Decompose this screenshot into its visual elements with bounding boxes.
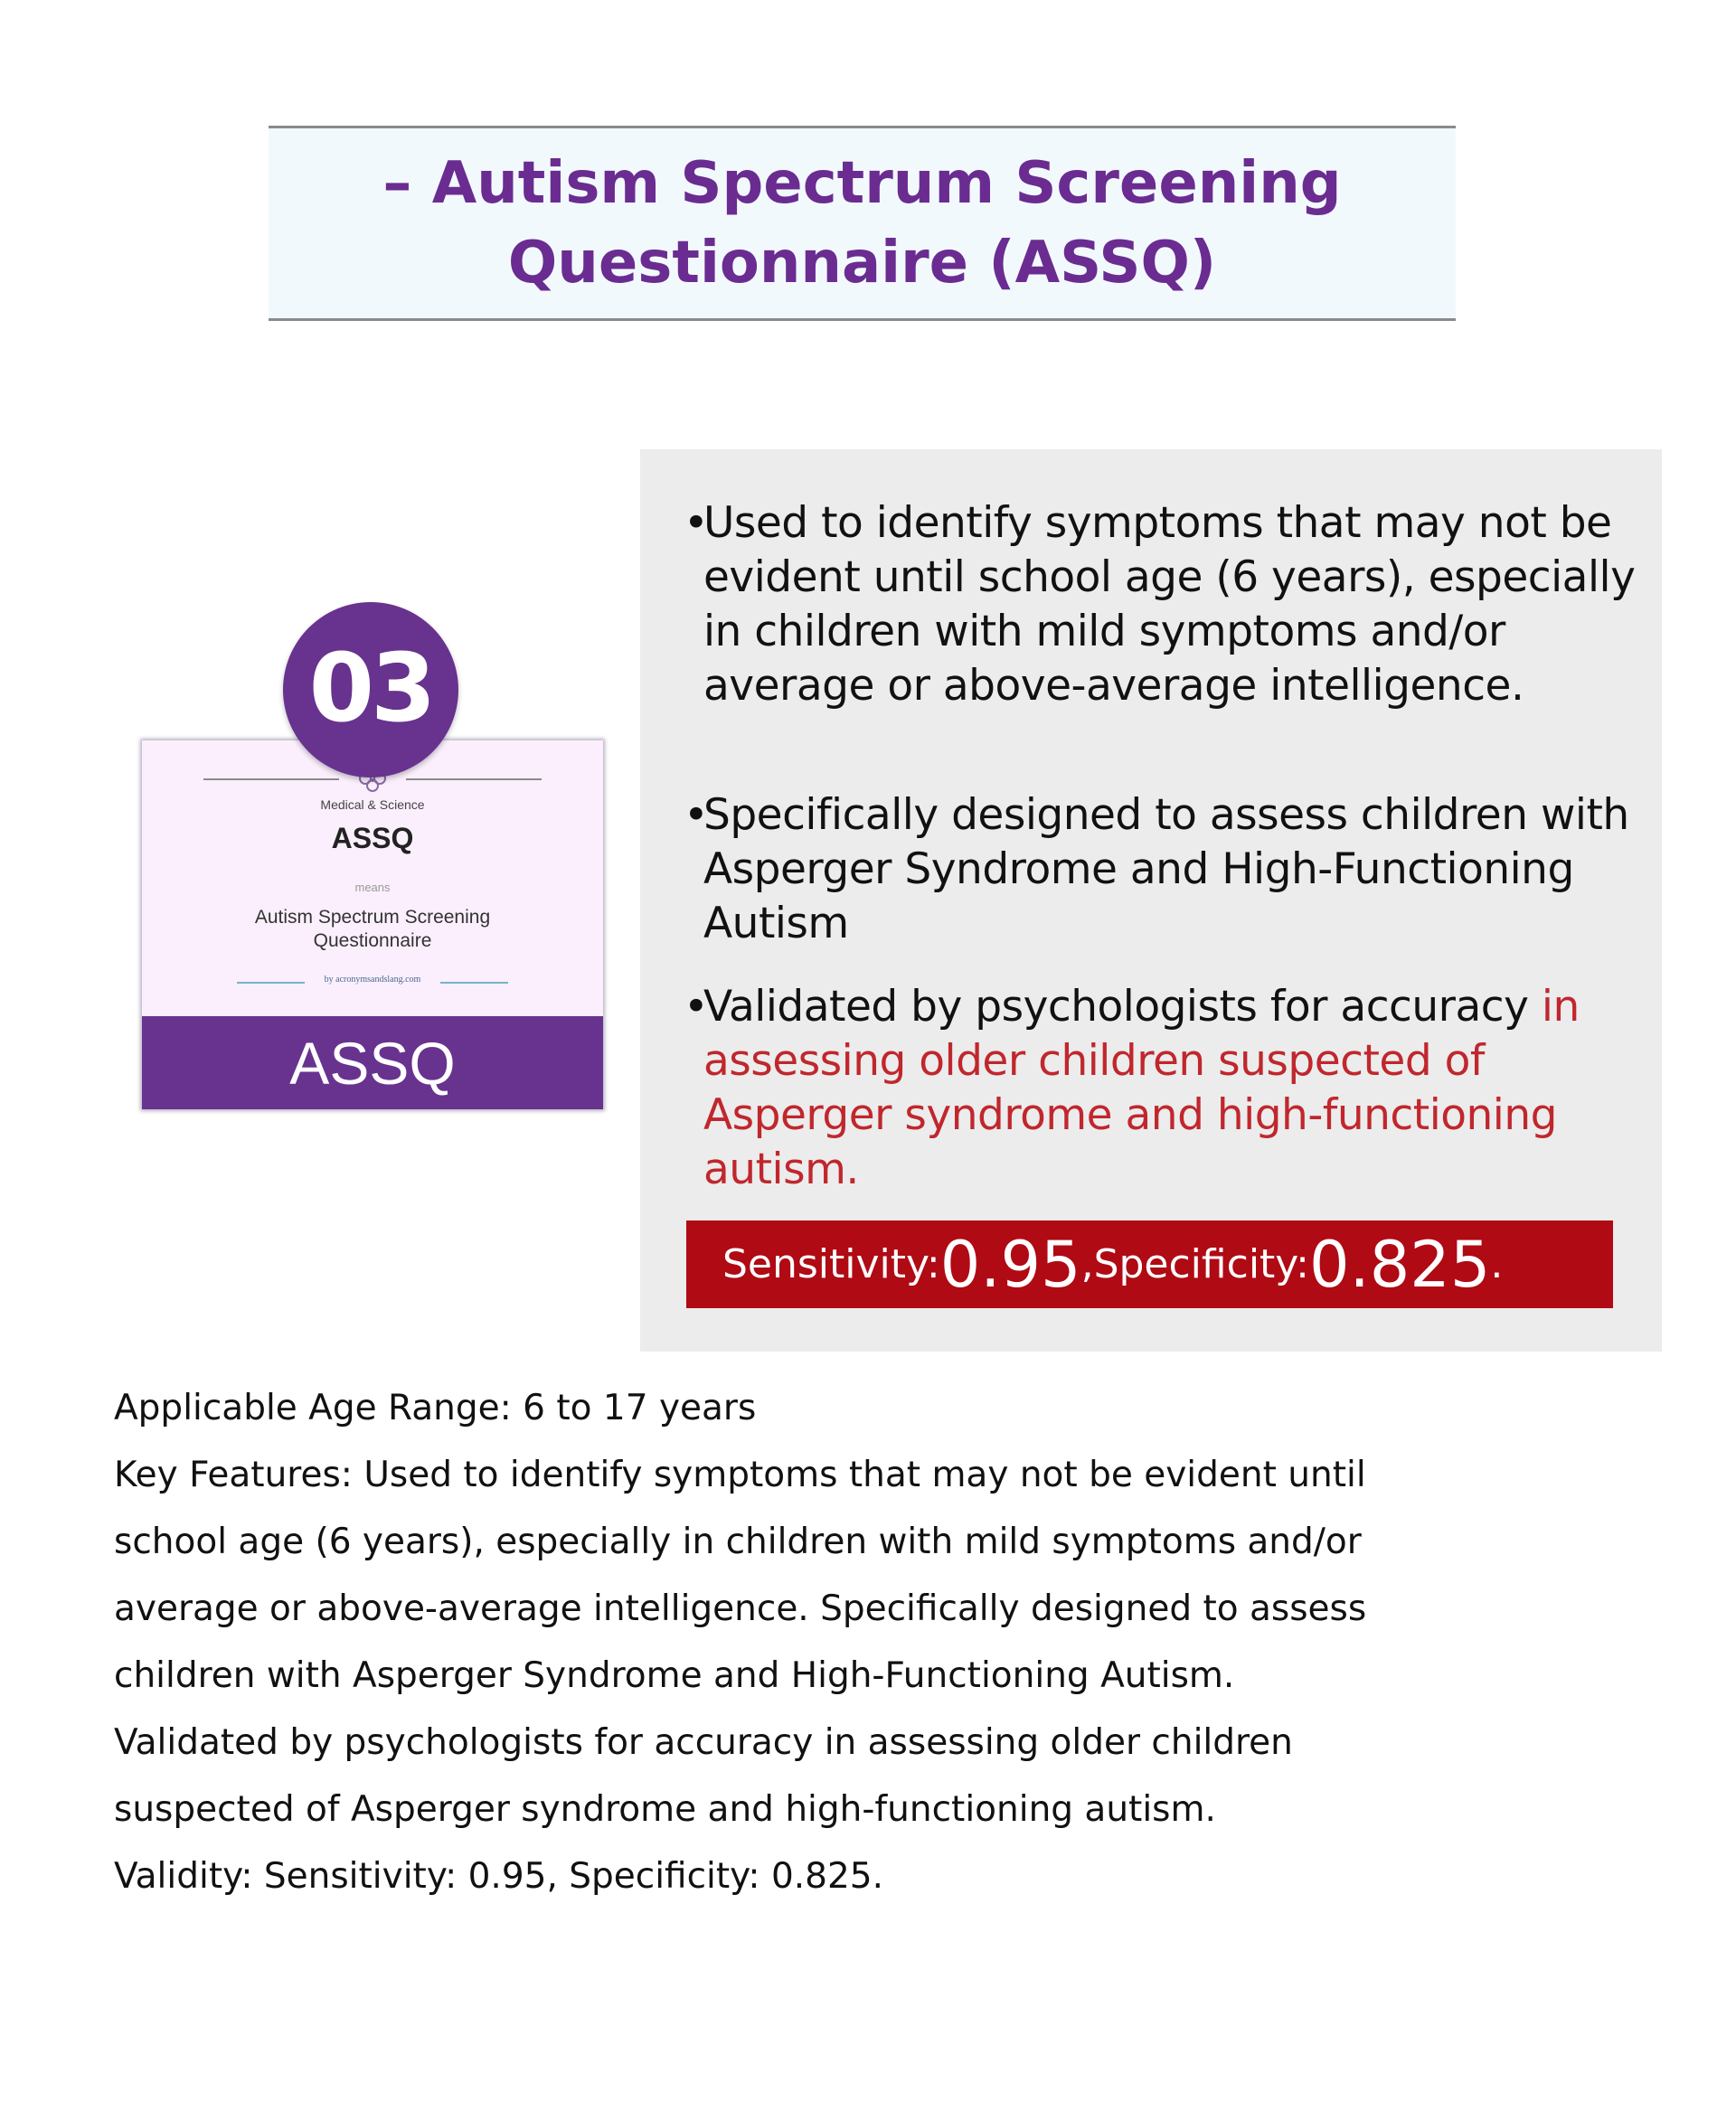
bullet-text: [684, 980, 1642, 1197]
info-line: Validated by psychologists for accuracy in assessing older children: [114, 1722, 1293, 1763]
bullet-dot-icon: •: [684, 498, 709, 548]
summary-panel: [640, 449, 1662, 1352]
info-line: average or above-average intelligence. Specifically designed to assess: [114, 1588, 1367, 1629]
card-source: by acronymsandslang.com: [324, 975, 421, 985]
card-full-name-line-1: Autism Spectrum Screening: [254, 907, 491, 928]
card-band-label: ASSQ: [289, 1029, 456, 1097]
card-band: [142, 1016, 603, 1109]
section-number-badge: [283, 602, 458, 777]
bullet-text-plain: Validated by psychologists for accuracy: [703, 982, 1542, 1032]
card-means-label: means: [354, 881, 391, 894]
page-title-line-2: Questionnaire (ASSQ): [507, 230, 1217, 297]
stats-end: .: [1490, 1241, 1504, 1287]
info-line: suspected of Asperger syndrome and high-functioning autism.: [114, 1789, 1216, 1830]
card-body: [142, 740, 603, 1016]
sensitivity-label: Sensitivity:: [722, 1241, 940, 1287]
bullet-item: [684, 496, 1642, 713]
bullet-text: Specifically designed to assess children with Asperger Syndrome and High-Functioning Autism: [703, 790, 1629, 948]
card-abbreviation: ASSQ: [331, 822, 414, 854]
specificity-value: 0.825: [1308, 1227, 1491, 1302]
info-text-block: [114, 1375, 1669, 1910]
validity-stats-bar: [686, 1220, 1613, 1308]
bullet-dot-icon: •: [684, 790, 709, 840]
assq-acronym-card: [142, 740, 603, 1109]
card-category: Medical & Science: [320, 797, 425, 812]
bullet-item: [684, 980, 1642, 1197]
section-number: 03: [308, 633, 433, 743]
title-banner: [269, 126, 1456, 321]
page-title-line-1: – Autism Spectrum Screening: [382, 150, 1342, 217]
sensitivity-value: 0.95: [939, 1227, 1081, 1302]
bullet-item: [684, 788, 1642, 951]
info-line: Key Features: Used to identify symptoms that may not be evident until: [114, 1455, 1366, 1495]
info-line: school age (6 years), especially in children with mild symptoms and/or: [114, 1522, 1362, 1562]
card-full-name: [142, 906, 603, 953]
card-divider-left: [203, 778, 339, 780]
info-line: Validity: Sensitivity: 0.95, Specificity: 0.825.: [114, 1856, 883, 1897]
bullet-dot-icon: •: [684, 982, 709, 1032]
card-full-name-line-2: Questionnaire: [313, 930, 432, 951]
info-line: Applicable Age Range: 6 to 17 years: [114, 1388, 757, 1428]
stats-separator: ,: [1080, 1241, 1094, 1287]
bullet-text: Used to identify symptoms that may not be evident until school age (6 years), especially in children with mild symptoms and/or average or above-average intelligence.: [703, 498, 1636, 711]
specificity-label: Specificity:: [1093, 1241, 1309, 1287]
info-line: children with Asperger Syndrome and High-Functioning Autism.: [114, 1655, 1235, 1696]
card-divider-right: [406, 778, 542, 780]
bullet-text-highlight: in assessing older children suspected of Asperger syndrome and high-functioning autism.: [703, 982, 1580, 1194]
